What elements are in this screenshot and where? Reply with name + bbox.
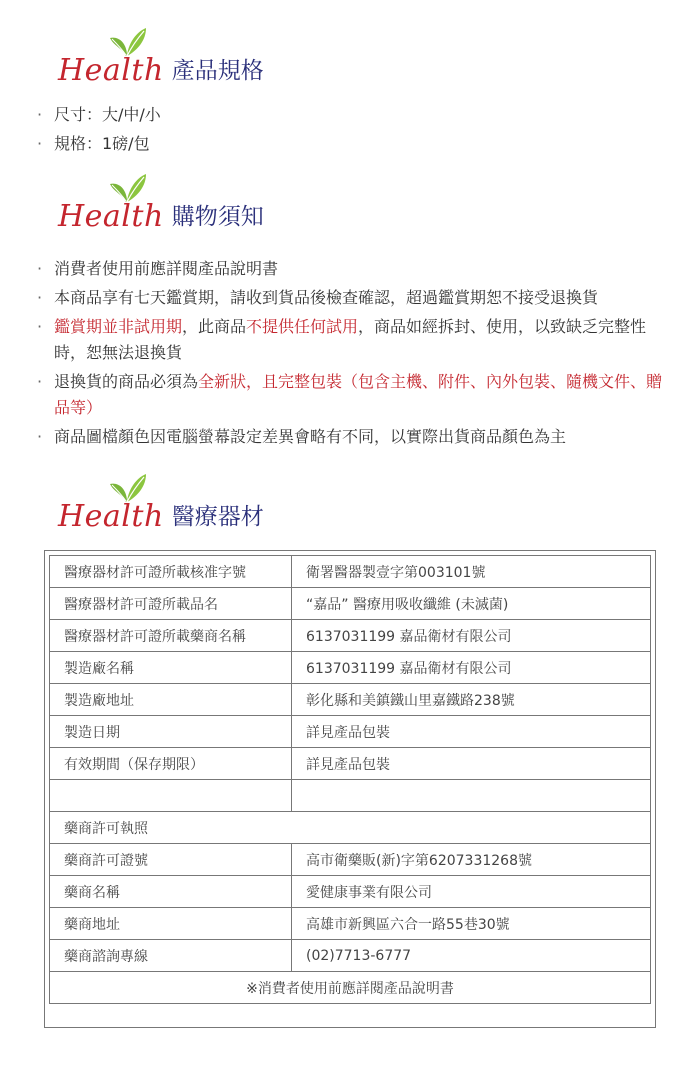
brand-logo: [58, 53, 164, 88]
table-row-empty: [50, 780, 651, 812]
brand-logo: [58, 499, 164, 534]
notice-list: [32, 256, 672, 453]
leaf-icon: [106, 26, 148, 58]
list-item: · 商品圖檔顏色因電腦螢幕設定差異會略有不同，以實際出貨商品顏色為主: [37, 427, 567, 446]
list-item: · 本商品享有七天鑑賞期，請收到貨品後檢查確認，超過鑑賞期恕不接受退換貨: [37, 288, 599, 307]
table-row: 有效期間（保存期限） 詳見產品包裝: [50, 748, 651, 780]
leaf-icon: [106, 472, 148, 504]
table-row: 製造廠名稱 6137031199 嘉品衛材有限公司: [50, 652, 651, 684]
table-row: 藥商名稱 愛健康事業有限公司: [50, 876, 651, 908]
list-item: · 規格：1磅/包: [37, 134, 150, 153]
table-row: 製造日期 詳見產品包裝: [50, 716, 651, 748]
table-row: 醫療器材許可證所載藥商名稱 6137031199 嘉品衛材有限公司: [50, 620, 651, 652]
table-row: 醫療器材許可證所載品名 “嘉品” 醫療用吸收纖維 (未滅菌): [50, 588, 651, 620]
list-item: · 尺寸：大/中/小: [37, 105, 161, 124]
table-row: 藥商地址 高雄市新興區六合一路55巷30號: [50, 908, 651, 940]
brand-logo: [58, 199, 164, 234]
medical-spec-table: [49, 555, 651, 1004]
spec-list: [32, 102, 672, 160]
list-item: · 消費者使用前應詳閱產品說明書: [37, 259, 279, 278]
brand-word: Health: [58, 499, 164, 534]
license-header-row: 藥商許可執照: [50, 812, 651, 844]
section-title-spec: 產品規格: [171, 58, 264, 84]
table-row: 製造廠地址 彰化縣和美鎮鐵山里嘉鐵路238號: [50, 684, 651, 716]
list-item: · 退換貨的商品必須為全新狀，且完整包裝（包含主機、附件、內外包裝、隨機文件、贈品等）: [37, 372, 663, 417]
medical-spec-table-frame: [44, 550, 656, 1028]
brand-word: Health: [58, 53, 164, 88]
section-header-medical: [58, 482, 264, 532]
section-title-notice: 購物須知: [171, 204, 264, 230]
table-row: 醫療器材許可證所載核准字號 衛署醫器製壹字第003101號: [50, 556, 651, 588]
table-row: 藥商諮詢專線 (02)7713-6777: [50, 940, 651, 972]
table-row: 藥商許可證號 高市衛藥販(新)字第6207331268號: [50, 844, 651, 876]
brand-word: Health: [58, 199, 164, 234]
leaf-icon: [106, 172, 148, 204]
list-item: · 鑑賞期並非試用期，此商品不提供任何試用，商品如經拆封、使用，以致缺乏完整性時，恕無法退換貨: [37, 317, 647, 362]
section-header-notice: [58, 182, 264, 232]
footer-note-row: ※消費者使用前應詳閱產品說明書: [50, 972, 651, 1004]
section-title-medical: 醫療器材: [171, 504, 264, 530]
section-header-spec: [58, 36, 264, 86]
